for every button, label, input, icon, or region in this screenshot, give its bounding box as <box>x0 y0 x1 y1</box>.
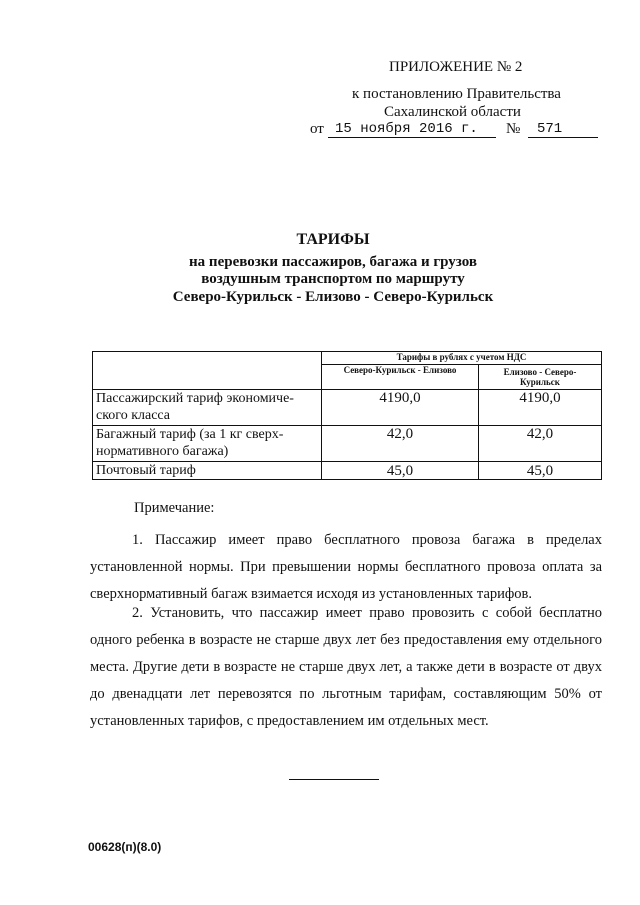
tariff-value-2: 4190,0 <box>479 390 602 426</box>
tariff-value-2: 45,0 <box>479 462 602 480</box>
document-title: ТАРИФЫ <box>296 231 370 248</box>
region-line: Сахалинской области <box>384 104 521 120</box>
tariff-name: Багажный тариф (за 1 кг сверх-нормативного багажа) <box>93 426 322 462</box>
date-value: 15 ноября 2016 г. <box>335 121 478 137</box>
resolution-line: к постановлению Правительства <box>352 86 561 102</box>
table-row <box>93 426 602 462</box>
tariff-name: Почтовый тариф <box>93 462 322 480</box>
tariff-name: Пассажирский тариф экономиче-ского класса <box>93 390 322 426</box>
col-header-el-sk: Елизово - Северо-Курильск <box>479 365 602 390</box>
table-row <box>93 390 602 426</box>
number-value: 571 <box>537 121 563 137</box>
subtitle-line-3: Северо-Курильск - Елизово - Северо-Курильск <box>172 289 494 305</box>
notes-heading: Примечание: <box>134 500 215 516</box>
tariff-value-1: 45,0 <box>322 462 479 480</box>
table-header-row <box>93 352 602 365</box>
subtitle-line-2: воздушным транспортом по маршруту <box>201 271 465 287</box>
date-prefix: от <box>310 121 324 137</box>
group-header: Тарифы в рублях с учетом НДС <box>322 352 602 365</box>
subtitle-line-1: на перевозки пассажиров, багажа и грузов <box>189 254 477 270</box>
note-paragraph-1: 1. Пассажир имеет право бесплатного провоза багажа в пределах установленной нормы. При превышении нормы бесплатного провоза оплата за сверхнормативный багаж взимается исходя из установленных тарифов. <box>90 532 602 602</box>
appendix-label: ПРИЛОЖЕНИЕ № 2 <box>389 59 523 75</box>
end-separator <box>289 779 379 780</box>
date-underline <box>328 137 496 138</box>
tariff-value-2: 42,0 <box>479 426 602 462</box>
header-empty-cell <box>93 352 322 390</box>
document-code: 00628(п)(8.0) <box>88 840 162 854</box>
col-header-sk-el: Северо-Курильск - Елизово <box>322 365 479 390</box>
tariff-value-1: 4190,0 <box>322 390 479 426</box>
tariff-value-1: 42,0 <box>322 426 479 462</box>
note-paragraph-2: 2. Установить, что пассажир имеет право провозить с собой бесплатно одного ребенка в возрасте не старше двух лет без предоставления ему отдельного места. Другие дети в возрасте не старше двух лет, а также дети в возрасте от двух до двенадцати лет перевозятся по льготным тарифам, составляющим 50% от установленных тарифов, с предоставлением им отдельных мест. <box>90 605 602 729</box>
number-underline <box>528 137 598 138</box>
table-row <box>93 462 602 480</box>
tariffs-table <box>92 351 602 480</box>
number-prefix: № <box>506 121 521 137</box>
